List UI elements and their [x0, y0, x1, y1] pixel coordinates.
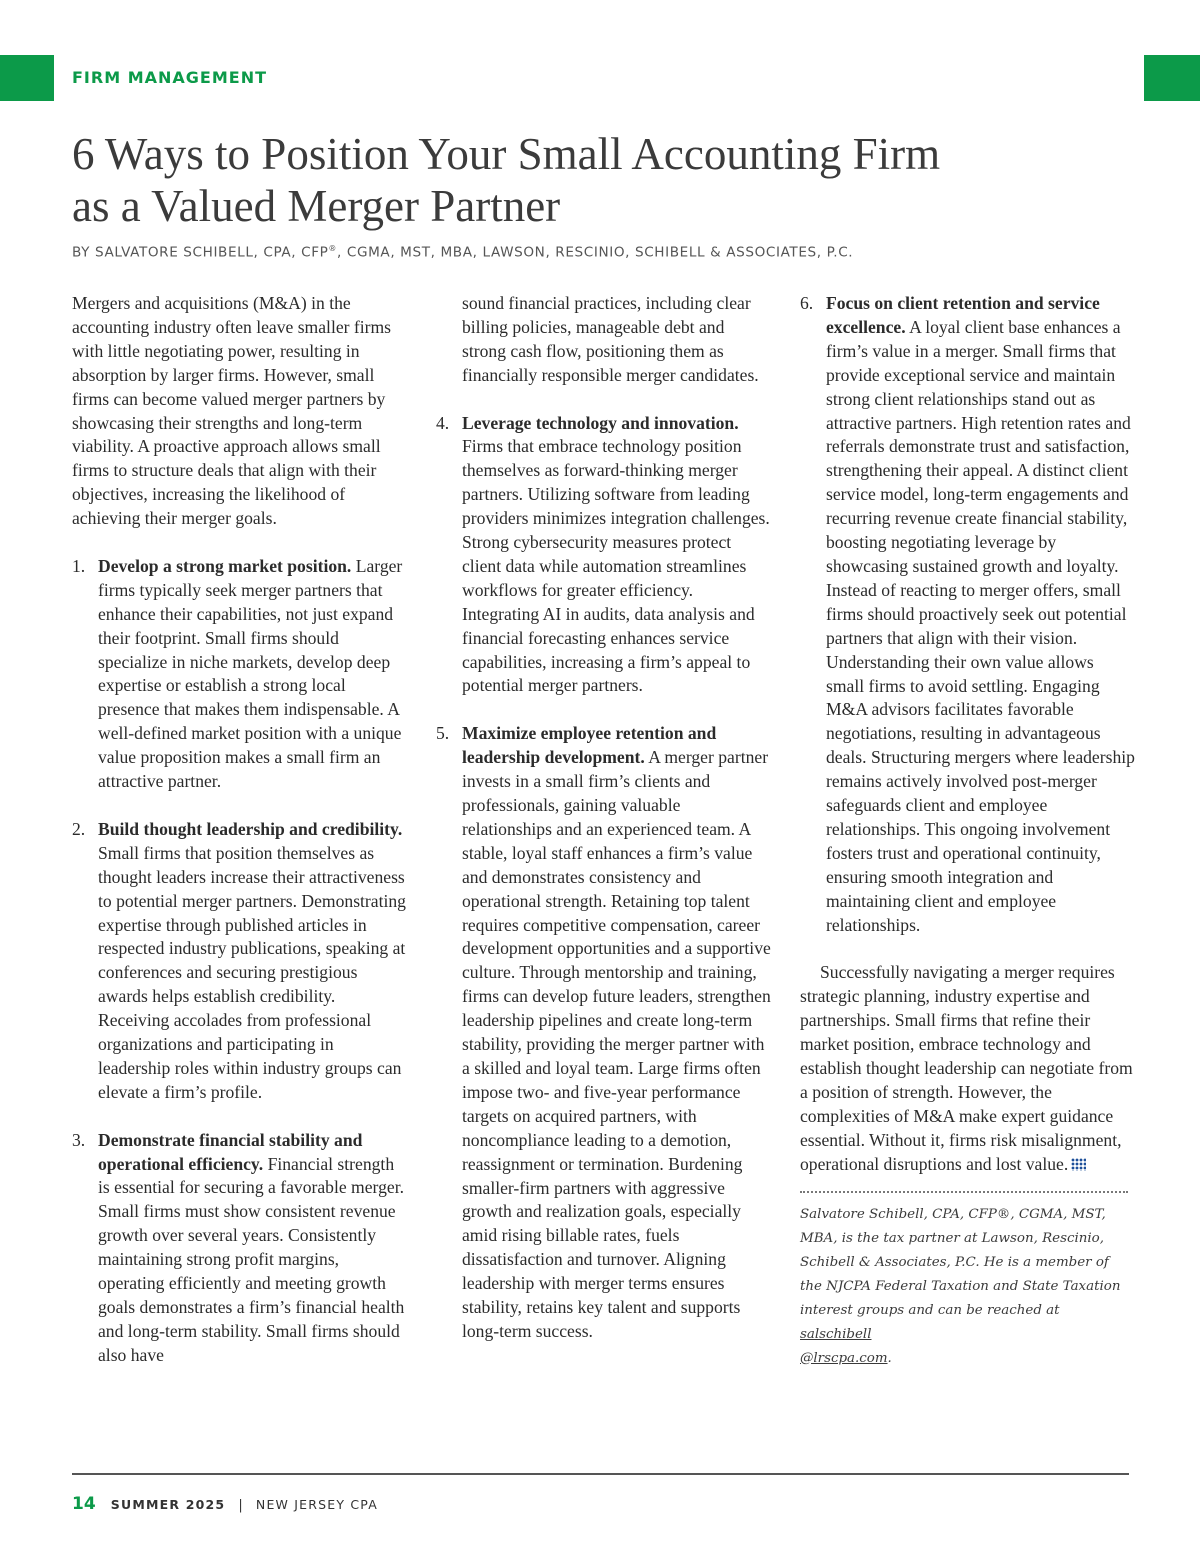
- list-item-3-continued: [436, 292, 771, 388]
- author-bio: [800, 1203, 1135, 1371]
- item-heading: Focus on client retention and service excellence.: [826, 293, 1100, 337]
- item-body: Firms that embrace technology position themselves as forward-thinking merger partners. Utilizing software from leading providers minimizes integration challenges. Strong cybersecurity measures protect client data while automation streamlines workflows for greater efficiency. Integrating AI in audits, data analysis and financial forecasting enhances service capabilities, increasing a firm’s appeal to potential merger partners.: [462, 436, 770, 696]
- list-item-3: [72, 1129, 407, 1368]
- item-body: A merger partner invests in a small firm’s clients and professionals, gaining valuable relationships and an experienced team. A stable, loyal staff enhances a firm’s value and demonstrates consistency and operational strength. Retaining top talent requires competitive compensation, career development opportunities and a supportive culture. Through mentorship and training, firms can develop future leaders, strengthen leadership pipelines and create long-term stability, providing the merger partner with a skilled and loyal team. Large firms often impose two- and five-year performance targets on acquired partners, with noncompliance leading to a demotion, reassignment or termination. Burdening smaller-firm partners with aggressive growth and realization goals, especially amid rising billable rates, fuels dissatisfaction and turnover. Aligning leadership with merger terms ensures stability, retains key talent and supports long-term success.: [462, 747, 771, 1341]
- bio-divider: [800, 1191, 1128, 1193]
- item-number: 6.: [800, 293, 814, 313]
- issue-label: SUMMER 2025: [110, 1497, 226, 1512]
- item-body: Larger firms typically seek merger partners that enhance their capabilities, not just expand their footprint. Small firms should specialize in niche markets, develop deep expertise or establish a strong local presence that makes them indispensable. A well-defined market position with a unique value proposition makes a small firm an attractive partner.: [98, 555, 403, 792]
- item-number: 3.: [72, 1129, 86, 1150]
- publication-name: NEW JERSEY CPA: [255, 1497, 379, 1512]
- page-footer: [72, 1494, 378, 1514]
- item-heading: Develop a strong market position.: [98, 555, 352, 576]
- column-2: [436, 292, 771, 1344]
- list-item-4: [436, 412, 771, 699]
- title-line-1: 6 Ways to Position Your Small Accounting Firm: [72, 129, 941, 179]
- conclusion-paragraph: [800, 961, 1135, 1176]
- footer-rule: [72, 1473, 1129, 1475]
- bio-end: .: [887, 1350, 892, 1366]
- byline: [72, 244, 1152, 261]
- email-part-2: @lrscpa.com: [800, 1350, 888, 1366]
- list-item-1: [72, 555, 407, 794]
- end-of-article-mark-icon: [1071, 1158, 1086, 1171]
- item-body: A loyal client base enhances a firm’s value in a merger. Small firms that provide exceptional service and maintain strong client relationships stand out as attractive partners. High retention rates and referrals demonstrate trust and satisfaction, strengthening their appeal. A distinct client service model, long-term engagements and recurring revenue create financial stability, boosting negotiating leverage by showcasing sustained growth and loyalty.: [826, 316, 1131, 576]
- intro-paragraph: Mergers and acquisitions (M&A) in the accounting industry often leave smaller firms with little negotiating power, resulting in absorption by larger firms. However, small firms can become valued merger partners by showcasing their strengths and long-term viability. A proactive approach allows small firms to structure deals that align with their objectives, increasing the likelihood of achieving their merger goals.: [72, 293, 392, 529]
- column-1: [72, 292, 407, 1368]
- byline-registered-mark: ®: [328, 244, 338, 253]
- list-item-5: [436, 722, 771, 1344]
- title-line-2: as a Valued Merger Partner: [72, 181, 561, 231]
- item-heading: Build thought leadership and credibility.: [98, 818, 403, 839]
- item-heading: Leverage technology and innovation.: [462, 412, 739, 433]
- column-3: [800, 292, 1135, 1371]
- email-part-1: salschibell: [800, 1326, 872, 1342]
- page-number: 14: [72, 1494, 96, 1514]
- conclusion-text: Successfully navigating a merger requires strategic planning, industry expertise and partnerships. Small firms that refine their market position, embrace technology and establish thought leadership can negotiate from a position of strength. However, the complexities of M&A make expert guidance essential. Without it, firms risk misalignment, operational disruptions and lost value.: [800, 962, 1133, 1174]
- item-body: Small firms that position themselves as thought leaders increase their attractiveness to potential merger partners. Demonstrating expertise through published articles in respected industry publications, speaking at conferences and securing prestigious awards helps establish credibility. Receiving accolades from professional organizations and participating in leadership roles within industry groups can elevate a firm’s profile.: [98, 842, 406, 1102]
- bio-text: Salvatore Schibell, CPA, CFP®, CGMA, MST, MBA, is the tax partner at Lawson, Rescinio, Schibell & Associates, P.C. He is a member of the NJCPA Federal Taxation and State Taxation interest groups and can be reached at: [800, 1206, 1121, 1318]
- item-number: 4.: [436, 412, 450, 433]
- item-number: 2.: [72, 818, 86, 839]
- footer-separator: |: [238, 1498, 243, 1513]
- list-item-6: [800, 292, 1135, 937]
- item-body: Financial strength is essential for securing a favorable merger. Small firms must show consistent revenue growth over several years. Consistently maintaining strong profit margins, operating efficiently and meeting growth goals demonstrates a firm’s financial health and long-term stability. Small firms should also have: [98, 1153, 405, 1365]
- green-tab-right: [1144, 55, 1200, 101]
- author-email-link[interactable]: [800, 1327, 888, 1366]
- green-tab-left: [0, 55, 54, 101]
- item-heading: Demonstrate financial stability and operational efficiency.: [98, 1129, 363, 1174]
- item-number: 5.: [436, 723, 450, 744]
- byline-affiliation: , CGMA, MST, MBA, LAWSON, RESCINIO, SCHIBELL & ASSOCIATES, P.C.: [337, 244, 854, 261]
- article-title: [72, 128, 1132, 232]
- item-heading: Maximize employee retention and leadership development.: [462, 723, 717, 768]
- item-number: 1.: [72, 555, 86, 576]
- item-body-paragraph-2: Instead of reacting to merger offers, small firms should proactively seek out potential partners that align with their vision. Understanding their own value allows small firms to avoid settling. Engaging M&A advisors facilitates favorable negotiations, resulting in advantageous deals. Structuring mergers where leadership remains actively involved post-merger safeguards client and employee relationships. This ongoing involvement fosters trust and operational continuity, ensuring smooth integration and maintaining client and employee relationships.: [826, 579, 1135, 935]
- item-body-continued: sound financial practices, including clear billing policies, manageable debt and strong cash flow, positioning them as financially responsible merger candidates.: [462, 293, 759, 385]
- list-item-2: [72, 818, 407, 1105]
- byline-author: BY SALVATORE SCHIBELL, CPA, CFP: [72, 244, 329, 261]
- section-label: FIRM MANAGEMENT: [72, 68, 267, 87]
